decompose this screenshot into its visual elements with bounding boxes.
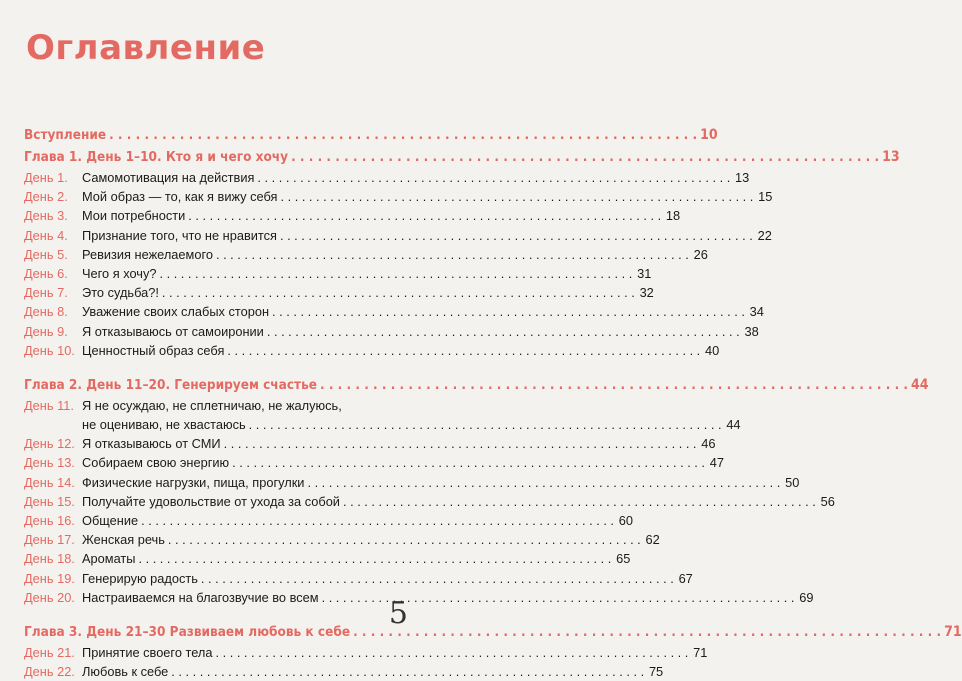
leader-dots xyxy=(291,146,879,168)
toc-entry-day: День 2. xyxy=(24,189,68,205)
toc-entry-page: 32 xyxy=(639,285,654,301)
toc-chapter[interactable] xyxy=(24,374,929,396)
leader-dots xyxy=(232,453,705,472)
toc-entry-day: День 1. xyxy=(24,170,68,185)
toc-entry-day: День 21. xyxy=(24,644,75,660)
toc-intro-label: Вступление xyxy=(24,127,107,143)
toc-chapter-label: Глава 1. День 1–10. Кто я и чего хочу xyxy=(24,149,289,165)
table-of-contents xyxy=(24,124,962,681)
toc-entry-day: День 13. xyxy=(24,455,75,471)
toc-entry-page: 18 xyxy=(665,208,681,224)
toc-entry-day: День 6. xyxy=(24,265,68,281)
toc-entry-page: 22 xyxy=(757,227,772,243)
toc-entry-page: 71 xyxy=(693,644,708,660)
toc-entry-day: День 16. xyxy=(24,513,75,528)
leader-dots xyxy=(353,621,941,643)
toc-entry-text: Женская речь xyxy=(82,532,165,548)
toc-entry[interactable] xyxy=(24,549,631,568)
toc-entry-page: 34 xyxy=(749,304,764,320)
toc-entry-day: День 8. xyxy=(24,304,68,320)
toc-entry-text: Мои потребности xyxy=(82,208,186,224)
leader-dots xyxy=(162,283,635,302)
leader-dots xyxy=(141,511,614,530)
toc-intro-page: 10 xyxy=(700,127,718,143)
leader-dots xyxy=(138,549,611,568)
toc-intro[interactable] xyxy=(24,124,718,146)
leader-dots xyxy=(168,530,641,549)
toc-entry-day: День 14. xyxy=(24,474,75,490)
toc-entry-page: 65 xyxy=(616,551,631,567)
toc-entry[interactable] xyxy=(24,492,835,511)
toc-entry-day: День 4. xyxy=(24,227,68,243)
leader-dots xyxy=(267,322,740,341)
leader-dots xyxy=(171,662,644,681)
toc-entry-text: Мой образ — то, как я вижу себя xyxy=(82,189,278,205)
toc-entry-day: День 3. xyxy=(24,208,68,224)
toc-entry-day: День 22. xyxy=(24,664,75,680)
toc-entry[interactable] xyxy=(24,434,716,453)
leader-dots xyxy=(320,374,908,396)
toc-entry-page: 13 xyxy=(735,170,750,185)
toc-entry-page: 56 xyxy=(820,493,835,509)
toc-entry[interactable] xyxy=(24,453,724,472)
toc-entry-text: Я не осуждаю, не сплетничаю, не жалуюсь, xyxy=(82,397,342,413)
toc-entry[interactable] xyxy=(24,302,764,321)
toc-entry[interactable] xyxy=(24,322,759,341)
toc-entry-page: 40 xyxy=(705,342,720,358)
toc-entry-page: 46 xyxy=(701,436,716,452)
toc-entry-text: Физические нагрузки, пища, прогулки xyxy=(82,474,305,490)
toc-entry-text: Настраиваемся на благозвучие во всем xyxy=(82,589,319,605)
toc-entry-text-continued: не оцениваю, не хвастаюсь xyxy=(82,417,246,433)
toc-entry-text: Самомотивация на действия xyxy=(82,170,255,185)
leader-dots xyxy=(224,434,697,453)
toc-entry-page: 62 xyxy=(645,532,660,548)
toc-entry-page: 44 xyxy=(726,417,741,433)
leader-dots xyxy=(307,473,780,492)
toc-entry-text: Собираем свою энергию xyxy=(82,455,230,471)
toc-entry-text: Это судьба?! xyxy=(82,285,159,301)
toc-entry[interactable] xyxy=(24,226,772,245)
toc-entry-day: День 17. xyxy=(24,532,75,548)
leader-dots xyxy=(188,206,661,225)
toc-entry-page: 60 xyxy=(618,513,633,528)
toc-entry[interactable] xyxy=(24,187,773,206)
toc-chapter[interactable] xyxy=(24,621,962,643)
toc-entry[interactable] xyxy=(24,206,681,225)
leader-dots xyxy=(257,168,730,187)
leader-dots xyxy=(272,302,745,321)
toc-entry-page: 47 xyxy=(709,455,724,471)
toc-entry[interactable] xyxy=(24,341,720,360)
toc-entry[interactable] xyxy=(24,473,800,492)
toc-entry-page: 38 xyxy=(744,323,759,339)
toc-entry[interactable] xyxy=(24,511,633,530)
toc-entry[interactable] xyxy=(24,283,654,302)
toc-entry-text: Ценностный образ себя xyxy=(82,342,225,358)
toc-entry-continued[interactable] xyxy=(24,415,741,434)
toc-entry-text: Признание того, что не нравится xyxy=(82,227,277,243)
toc-entry[interactable] xyxy=(24,569,693,588)
toc-entry-text: Я отказываюсь от самоиронии xyxy=(82,323,264,339)
toc-entry[interactable] xyxy=(24,245,708,264)
toc-chapter-page: 44 xyxy=(911,376,929,393)
leader-dots xyxy=(216,245,689,264)
toc-chapter-page: 13 xyxy=(882,149,900,165)
toc-entry-day: День 9. xyxy=(24,323,68,339)
toc-entry-text: Ревизия нежелаемого xyxy=(82,246,213,262)
toc-entry-day: День 7. xyxy=(24,285,68,301)
toc-chapter-label: Глава 2. День 11–20. Генерируем счастье xyxy=(24,376,317,393)
page-title: Оглавление xyxy=(26,28,266,68)
toc-entry-text: Я отказываюсь от СМИ xyxy=(82,436,221,452)
toc-entry-text: Генерирую радость xyxy=(82,570,198,586)
toc-entry-day: День 11. xyxy=(24,397,74,413)
toc-entry-page: 67 xyxy=(678,570,693,586)
leader-dots xyxy=(249,415,722,434)
page-number: 5 xyxy=(388,596,408,631)
toc-entry-day: День 12. xyxy=(24,436,75,452)
leader-dots xyxy=(280,187,753,206)
leader-dots xyxy=(201,569,674,588)
toc-entry[interactable] xyxy=(24,588,814,607)
toc-entry[interactable] xyxy=(24,396,374,415)
toc-entry-day: День 5. xyxy=(24,246,68,262)
toc-chapter-page: 71 xyxy=(944,623,962,640)
toc-entry-day: День 19. xyxy=(24,570,75,586)
toc-chapter[interactable] xyxy=(24,146,900,168)
leader-dots xyxy=(109,124,697,146)
leader-dots xyxy=(215,643,688,662)
toc-entry-day: День 18. xyxy=(24,551,75,567)
toc-entry-page: 31 xyxy=(637,265,652,281)
toc-entry[interactable] xyxy=(24,168,750,187)
toc-entry-text: Получайте удовольствие от ухода за собой xyxy=(82,493,340,509)
toc-entry-text: Уважение своих слабых сторон xyxy=(82,304,270,320)
toc-chapter-label: Глава 3. День 21–30 Развиваем любовь к себе xyxy=(24,623,351,640)
toc-entry[interactable] xyxy=(24,264,652,283)
toc-entry-text: Принятие своего тела xyxy=(82,644,213,660)
toc-entry[interactable] xyxy=(24,530,660,549)
leader-dots xyxy=(343,492,816,511)
toc-entry-page: 15 xyxy=(758,189,773,205)
toc-entry[interactable] xyxy=(24,643,708,662)
toc-entry-day: День 20. xyxy=(24,589,75,605)
leader-dots xyxy=(227,341,700,360)
toc-entry-text: Общение xyxy=(82,513,139,528)
toc-entry-day: День 15. xyxy=(24,493,75,509)
toc-entry-text: Чего я хочу? xyxy=(82,265,157,281)
toc-entry-page: 26 xyxy=(693,246,708,262)
toc-entry-page: 50 xyxy=(785,474,800,490)
toc-entry-page: 75 xyxy=(648,664,664,680)
toc-entry-text: Любовь к себе xyxy=(82,664,169,680)
toc-entry-page: 69 xyxy=(799,589,814,605)
leader-dots xyxy=(280,226,753,245)
toc-entry[interactable] xyxy=(24,662,664,681)
toc-entry-text: Ароматы xyxy=(82,551,136,567)
toc-entry-day: День 10. xyxy=(24,342,75,358)
leader-dots xyxy=(159,264,632,283)
